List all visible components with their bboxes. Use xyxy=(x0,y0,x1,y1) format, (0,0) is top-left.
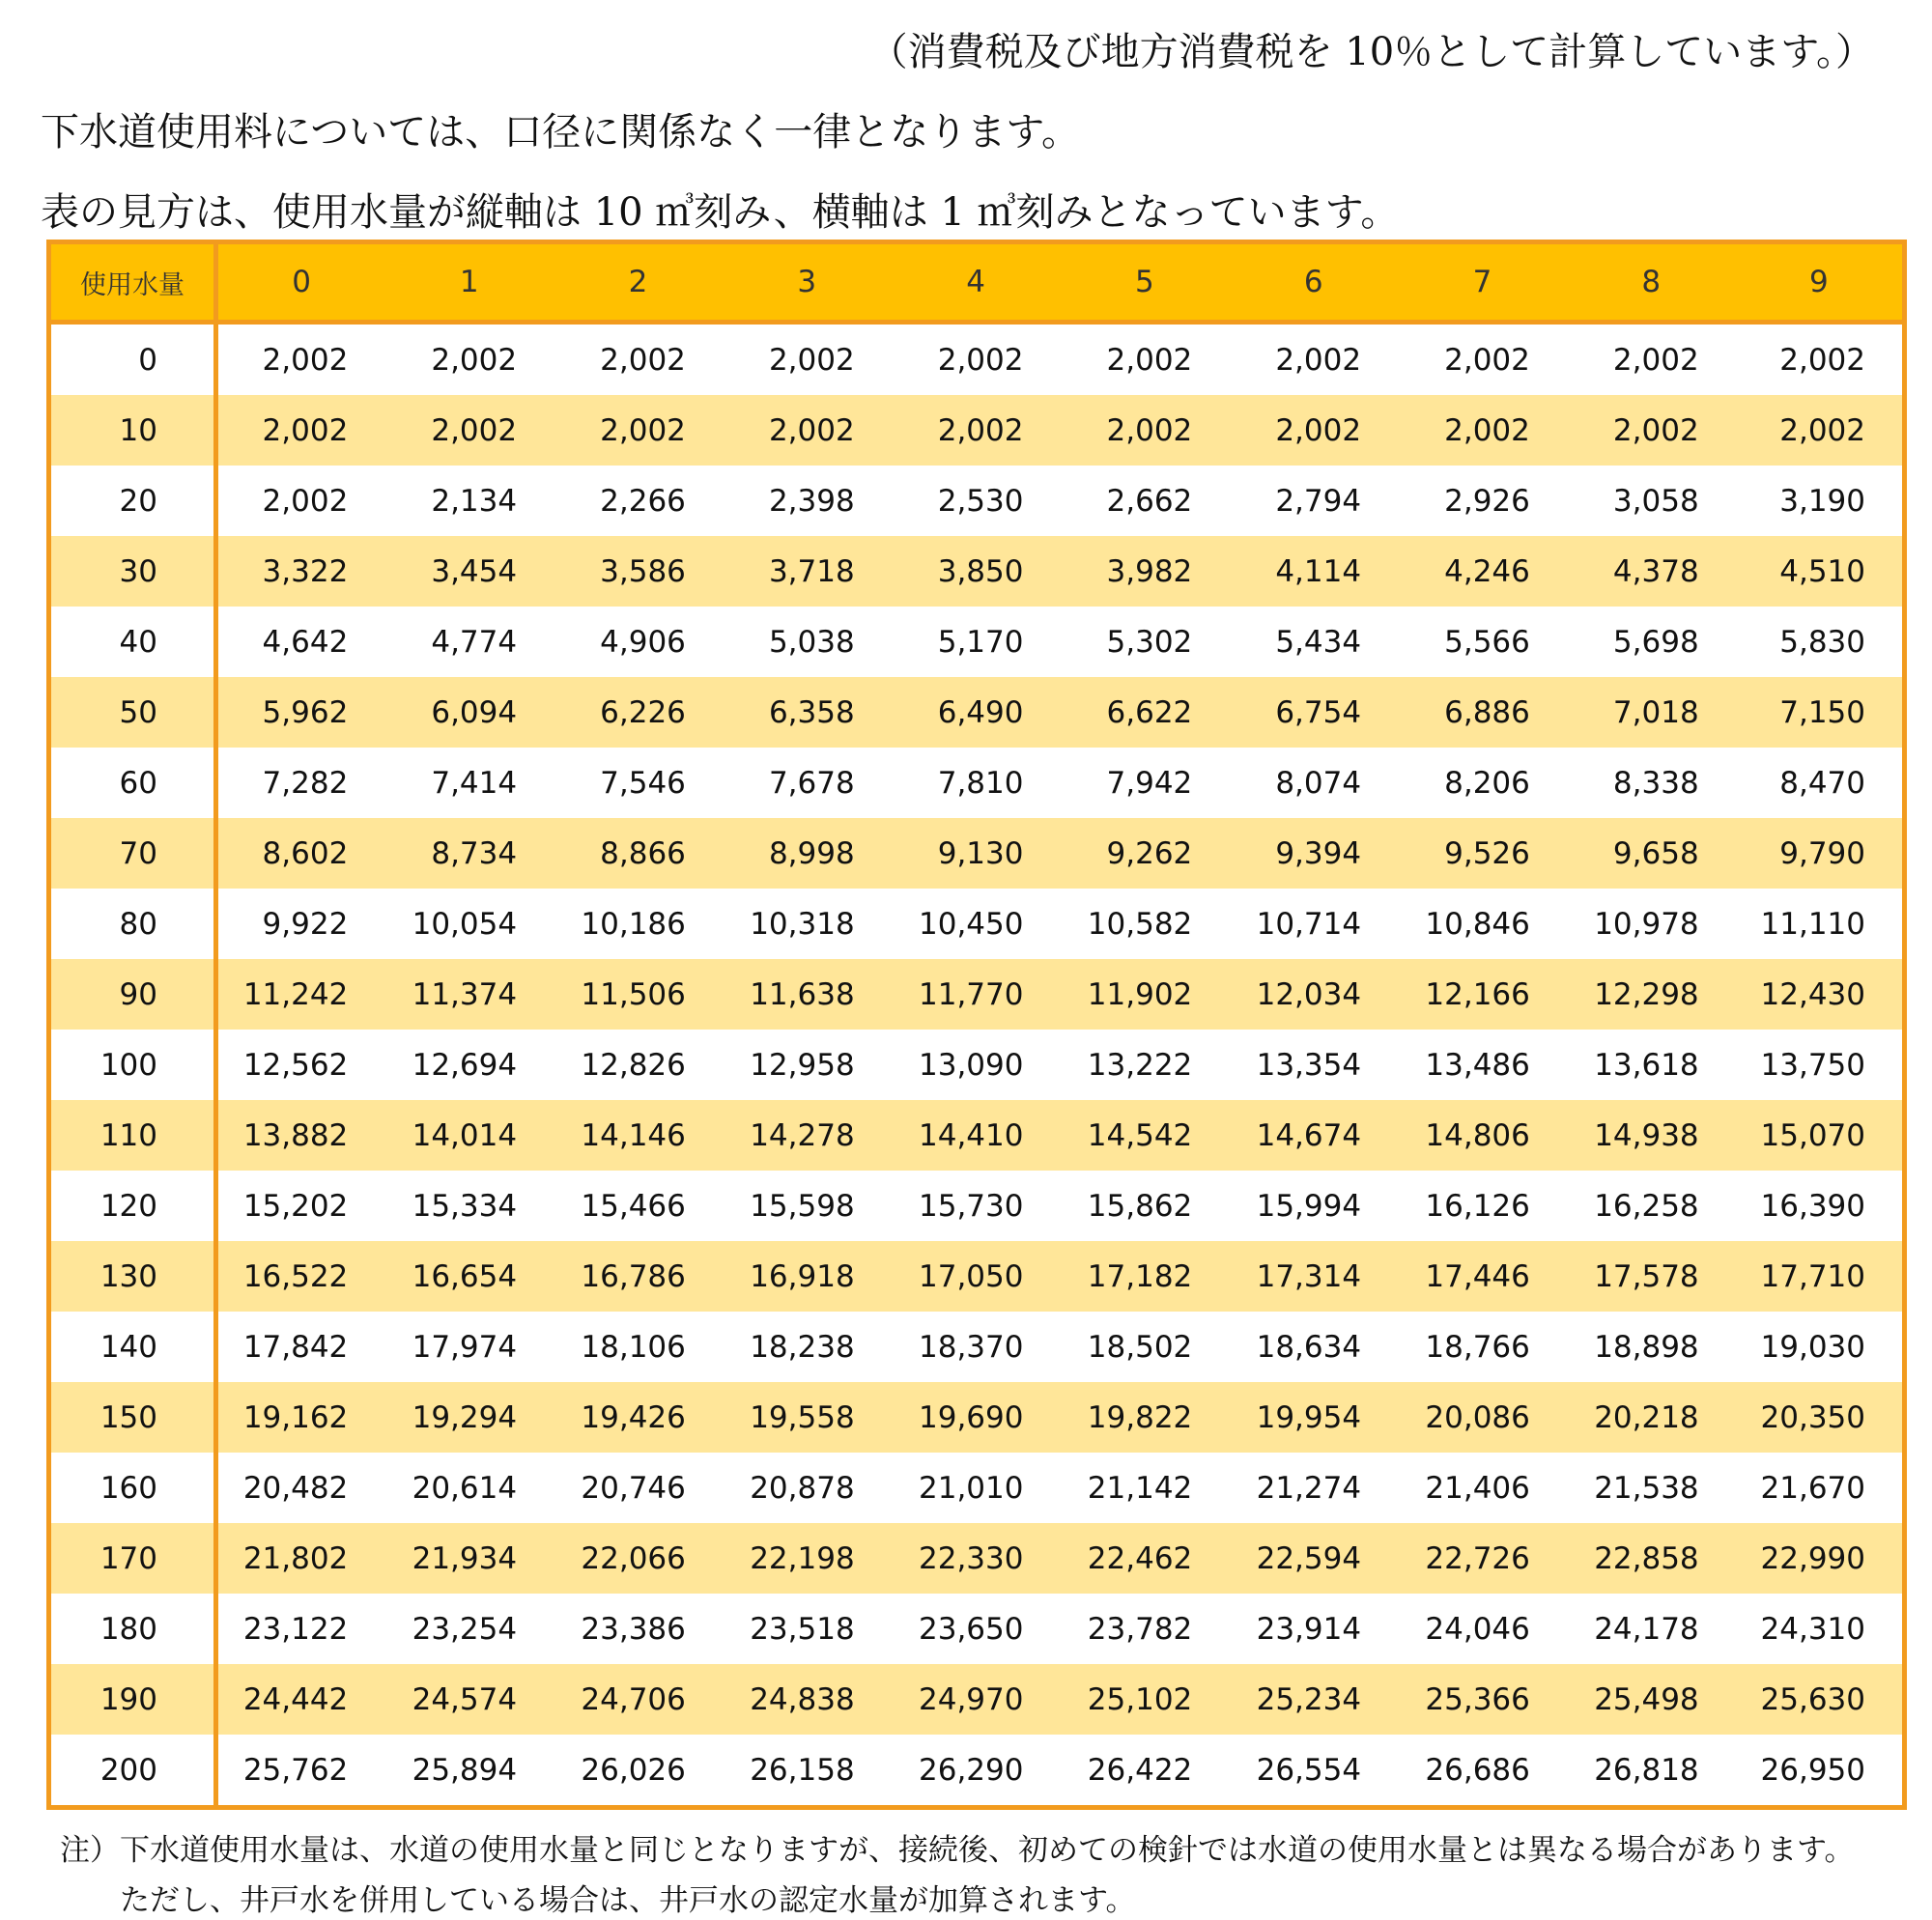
fee-cell: 8,470 xyxy=(1779,765,1865,801)
fee-cell: 17,050 xyxy=(919,1258,1024,1294)
fee-cell: 2,002 xyxy=(1106,342,1193,378)
fee-cell: 14,674 xyxy=(1256,1117,1362,1153)
fee-cell: 24,970 xyxy=(919,1681,1024,1717)
fee-cell: 24,310 xyxy=(1760,1611,1865,1647)
table-row xyxy=(49,1171,1905,1241)
row-label: 40 xyxy=(49,607,216,677)
table-row xyxy=(49,536,1905,607)
table-row xyxy=(49,1241,1905,1312)
fee-cell: 11,374 xyxy=(412,976,518,1012)
row-label: 180 xyxy=(49,1594,216,1664)
fee-cell: 26,422 xyxy=(1087,1752,1193,1788)
row-label: 80 xyxy=(49,889,216,959)
row-label: 20 xyxy=(49,466,216,536)
fee-cell: 7,942 xyxy=(1106,765,1193,801)
fee-cell: 17,842 xyxy=(242,1329,349,1365)
fee-cell: 9,394 xyxy=(1275,835,1362,871)
fee-cell: 3,718 xyxy=(768,553,855,589)
fee-cell: 9,262 xyxy=(1106,835,1193,871)
fee-cell: 16,126 xyxy=(1425,1188,1530,1224)
fee-cell: 9,658 xyxy=(1612,835,1699,871)
col-header: 7 xyxy=(1398,242,1567,323)
fee-cell: 22,594 xyxy=(1256,1540,1362,1576)
fee-cell: 25,102 xyxy=(1087,1681,1193,1717)
table-header-row xyxy=(49,242,1905,323)
row-label: 90 xyxy=(49,959,216,1030)
table-row xyxy=(49,1382,1905,1453)
fee-cell: 21,802 xyxy=(242,1540,349,1576)
fee-cell: 18,106 xyxy=(581,1329,686,1365)
row-label: 120 xyxy=(49,1171,216,1241)
row-label: 10 xyxy=(49,395,216,466)
fee-cell: 18,502 xyxy=(1087,1329,1193,1365)
fee-cell: 15,730 xyxy=(919,1188,1024,1224)
fee-cell: 24,706 xyxy=(581,1681,686,1717)
fee-cell: 15,994 xyxy=(1256,1188,1362,1224)
fee-cell: 12,958 xyxy=(750,1047,855,1083)
row-label: 70 xyxy=(49,818,216,889)
fee-cell: 7,282 xyxy=(262,765,349,801)
fee-cell: 2,002 xyxy=(1444,342,1530,378)
table-row xyxy=(49,607,1905,677)
fee-cell: 10,054 xyxy=(412,906,518,942)
fee-cell: 2,002 xyxy=(1779,412,1865,448)
fee-cell: 2,266 xyxy=(600,483,686,519)
fee-cell: 11,638 xyxy=(750,976,855,1012)
fee-cell: 23,518 xyxy=(750,1611,855,1647)
fee-cell: 15,334 xyxy=(412,1188,518,1224)
fee-cell: 5,830 xyxy=(1779,624,1865,660)
fee-cell: 4,378 xyxy=(1612,553,1699,589)
col-header: 3 xyxy=(723,242,892,323)
row-label: 200 xyxy=(49,1735,216,1808)
fee-cell: 3,454 xyxy=(431,553,518,589)
col-header: 2 xyxy=(554,242,723,323)
fee-cell: 2,398 xyxy=(768,483,855,519)
fee-cell: 18,766 xyxy=(1425,1329,1530,1365)
fee-cell: 18,634 xyxy=(1256,1329,1362,1365)
fee-cell: 20,218 xyxy=(1594,1399,1699,1435)
fee-cell: 5,170 xyxy=(937,624,1024,660)
footnote-line-2: ただし、井戸水を併用している場合は、井戸水の認定水量が加算されます。 xyxy=(120,1883,1136,1918)
fee-cell: 20,878 xyxy=(750,1470,855,1506)
row-label: 50 xyxy=(49,677,216,748)
fee-cell: 6,886 xyxy=(1444,694,1530,730)
fee-cell: 14,542 xyxy=(1087,1117,1193,1153)
fee-cell: 16,522 xyxy=(242,1258,349,1294)
table-row xyxy=(49,1594,1905,1664)
fee-cell: 17,974 xyxy=(412,1329,518,1365)
row-label: 60 xyxy=(49,748,216,818)
fee-cell: 25,762 xyxy=(242,1752,349,1788)
fee-cell: 26,026 xyxy=(581,1752,686,1788)
fee-cell: 17,182 xyxy=(1087,1258,1193,1294)
fee-cell: 21,538 xyxy=(1594,1470,1699,1506)
table-row xyxy=(49,1453,1905,1523)
fee-cell: 26,554 xyxy=(1256,1752,1362,1788)
fee-cell: 25,498 xyxy=(1594,1681,1699,1717)
fee-cell: 3,982 xyxy=(1106,553,1193,589)
fee-cell: 2,002 xyxy=(768,342,855,378)
fee-cell: 7,810 xyxy=(937,765,1024,801)
fee-cell: 13,618 xyxy=(1594,1047,1699,1083)
table-row xyxy=(49,1664,1905,1735)
fee-cell: 14,806 xyxy=(1425,1117,1530,1153)
fee-cell: 12,166 xyxy=(1425,976,1530,1012)
fee-cell: 12,298 xyxy=(1594,976,1699,1012)
fee-cell: 17,578 xyxy=(1594,1258,1699,1294)
fee-cell: 4,510 xyxy=(1779,553,1865,589)
table-row xyxy=(49,395,1905,466)
fee-cell: 24,574 xyxy=(412,1681,518,1717)
fee-cell: 20,482 xyxy=(242,1470,349,1506)
fee-cell: 22,198 xyxy=(750,1540,855,1576)
fee-cell: 11,902 xyxy=(1087,976,1193,1012)
fee-cell: 14,014 xyxy=(412,1117,518,1153)
fee-cell: 2,002 xyxy=(1612,412,1699,448)
fee-cell: 15,466 xyxy=(581,1188,686,1224)
fee-cell: 11,110 xyxy=(1760,906,1865,942)
fee-cell: 5,698 xyxy=(1612,624,1699,660)
fee-cell: 24,838 xyxy=(750,1681,855,1717)
row-label: 140 xyxy=(49,1312,216,1382)
table-row xyxy=(49,1100,1905,1171)
fee-cell: 3,322 xyxy=(262,553,349,589)
fee-cell: 25,894 xyxy=(412,1752,518,1788)
fee-cell: 16,786 xyxy=(581,1258,686,1294)
table-row xyxy=(49,323,1905,396)
fee-cell: 26,290 xyxy=(919,1752,1024,1788)
fee-cell: 2,002 xyxy=(1779,342,1865,378)
fee-cell: 12,826 xyxy=(581,1047,686,1083)
fee-cell: 18,898 xyxy=(1594,1329,1699,1365)
fee-cell: 13,222 xyxy=(1087,1047,1193,1083)
fee-cell: 19,690 xyxy=(919,1399,1024,1435)
fee-cell: 21,934 xyxy=(412,1540,518,1576)
fee-cell: 14,278 xyxy=(750,1117,855,1153)
fee-cell: 10,582 xyxy=(1087,906,1193,942)
fee-cell: 9,130 xyxy=(937,835,1024,871)
fee-cell: 13,354 xyxy=(1256,1047,1362,1083)
fee-cell: 22,726 xyxy=(1425,1540,1530,1576)
fee-cell: 17,314 xyxy=(1256,1258,1362,1294)
fee-cell: 2,002 xyxy=(937,412,1024,448)
fee-cell: 5,962 xyxy=(262,694,349,730)
fee-cell: 24,046 xyxy=(1425,1611,1530,1647)
fee-cell: 2,794 xyxy=(1275,483,1362,519)
table-row xyxy=(49,466,1905,536)
fee-cell: 8,338 xyxy=(1612,765,1699,801)
fee-cell: 4,774 xyxy=(431,624,518,660)
fee-cell: 22,858 xyxy=(1594,1540,1699,1576)
fee-cell: 17,446 xyxy=(1425,1258,1530,1294)
fee-cell: 21,274 xyxy=(1256,1470,1362,1506)
fee-cell: 9,526 xyxy=(1444,835,1530,871)
fee-cell: 25,234 xyxy=(1256,1681,1362,1717)
row-label: 0 xyxy=(49,323,216,396)
fee-cell: 5,434 xyxy=(1275,624,1362,660)
fee-cell: 19,558 xyxy=(750,1399,855,1435)
fee-cell: 22,990 xyxy=(1760,1540,1865,1576)
fee-cell: 8,734 xyxy=(431,835,518,871)
fee-cell: 2,002 xyxy=(1444,412,1530,448)
fee-cell: 26,686 xyxy=(1425,1752,1530,1788)
table-row xyxy=(49,1030,1905,1100)
fee-cell: 4,114 xyxy=(1275,553,1362,589)
table-row xyxy=(49,748,1905,818)
fee-cell: 16,390 xyxy=(1760,1188,1865,1224)
fee-cell: 18,370 xyxy=(919,1329,1024,1365)
fee-cell: 19,822 xyxy=(1087,1399,1193,1435)
fee-cell: 15,598 xyxy=(750,1188,855,1224)
fee-cell: 26,950 xyxy=(1760,1752,1865,1788)
intro-line-2: 表の見方は、使用水量が縦軸は 10 ㎥刻み、横軸は 1 ㎥刻みとなっています。 xyxy=(41,190,1400,235)
fee-cell: 17,710 xyxy=(1760,1258,1865,1294)
fee-cell: 2,662 xyxy=(1106,483,1193,519)
fee-cell: 2,926 xyxy=(1444,483,1530,519)
table-row xyxy=(49,889,1905,959)
fee-cell: 26,158 xyxy=(750,1752,855,1788)
fee-cell: 10,846 xyxy=(1425,906,1530,942)
fee-cell: 7,546 xyxy=(600,765,686,801)
fee-cell: 7,018 xyxy=(1612,694,1699,730)
fee-cell: 2,002 xyxy=(937,342,1024,378)
fee-cell: 2,002 xyxy=(768,412,855,448)
fee-cell: 20,350 xyxy=(1760,1399,1865,1435)
fee-cell: 2,002 xyxy=(262,412,349,448)
footnote-line-1: 注）下水道使用水量は、水道の使用水量と同じとなりますが、接続後、初めての検針では水道の使用水量とは異なる場合があります。 xyxy=(60,1833,1855,1868)
fee-cell: 2,002 xyxy=(600,412,686,448)
fee-cell: 2,002 xyxy=(431,412,518,448)
fee-cell: 2,002 xyxy=(262,342,349,378)
row-label: 150 xyxy=(49,1382,216,1453)
fee-cell: 12,562 xyxy=(242,1047,349,1083)
fee-cell: 19,162 xyxy=(242,1399,349,1435)
table-row xyxy=(49,1312,1905,1382)
fee-cell: 24,178 xyxy=(1594,1611,1699,1647)
row-label: 110 xyxy=(49,1100,216,1171)
fee-cell: 9,922 xyxy=(262,906,349,942)
fee-cell: 6,490 xyxy=(937,694,1024,730)
fee-cell: 6,358 xyxy=(768,694,855,730)
fee-cell: 3,190 xyxy=(1779,483,1865,519)
col-header: 8 xyxy=(1567,242,1736,323)
row-label: 190 xyxy=(49,1664,216,1735)
fee-cell: 8,866 xyxy=(600,835,686,871)
fee-cell: 22,462 xyxy=(1087,1540,1193,1576)
fee-cell: 4,642 xyxy=(262,624,349,660)
fee-cell: 6,754 xyxy=(1275,694,1362,730)
fee-cell: 5,038 xyxy=(768,624,855,660)
fee-cell: 23,254 xyxy=(412,1611,518,1647)
fee-cell: 10,186 xyxy=(581,906,686,942)
fee-cell: 7,678 xyxy=(768,765,855,801)
fee-cell: 14,938 xyxy=(1594,1117,1699,1153)
table-row xyxy=(49,677,1905,748)
fee-cell: 23,914 xyxy=(1256,1611,1362,1647)
fee-cell: 14,146 xyxy=(581,1117,686,1153)
intro-line-1: 下水道使用料については、口径に関係なく一律となります。 xyxy=(41,110,1080,155)
fee-cell: 22,066 xyxy=(581,1540,686,1576)
table-body xyxy=(49,323,1905,1808)
row-label: 130 xyxy=(49,1241,216,1312)
fee-cell: 19,954 xyxy=(1256,1399,1362,1435)
fee-cell: 13,882 xyxy=(242,1117,349,1153)
corner-label: 使用水量 xyxy=(49,242,216,323)
fee-cell: 12,694 xyxy=(412,1047,518,1083)
fee-cell: 25,630 xyxy=(1760,1681,1865,1717)
fee-cell: 13,750 xyxy=(1760,1047,1865,1083)
fee-cell: 5,302 xyxy=(1106,624,1193,660)
row-label: 160 xyxy=(49,1453,216,1523)
fee-cell: 6,094 xyxy=(431,694,518,730)
fee-cell: 3,058 xyxy=(1612,483,1699,519)
fee-cell: 14,410 xyxy=(919,1117,1024,1153)
fee-cell: 24,442 xyxy=(242,1681,349,1717)
fee-cell: 2,002 xyxy=(1275,412,1362,448)
fee-cell: 10,450 xyxy=(919,906,1024,942)
row-label: 100 xyxy=(49,1030,216,1100)
fee-cell: 12,034 xyxy=(1256,976,1362,1012)
fee-cell: 11,242 xyxy=(242,976,349,1012)
fee-cell: 6,622 xyxy=(1106,694,1193,730)
fee-cell: 3,850 xyxy=(937,553,1024,589)
tax-note: （消費税及び地方消費税を 10％として計算しています。） xyxy=(868,30,1874,74)
fee-cell: 9,790 xyxy=(1779,835,1865,871)
fee-cell: 15,862 xyxy=(1087,1188,1193,1224)
fee-cell: 20,086 xyxy=(1425,1399,1530,1435)
table-row xyxy=(49,959,1905,1030)
fee-cell: 2,530 xyxy=(937,483,1024,519)
fee-cell: 16,918 xyxy=(750,1258,855,1294)
fee-cell: 23,782 xyxy=(1087,1611,1193,1647)
fee-cell: 25,366 xyxy=(1425,1681,1530,1717)
fee-cell: 10,318 xyxy=(750,906,855,942)
fee-cell: 8,074 xyxy=(1275,765,1362,801)
fee-cell: 23,650 xyxy=(919,1611,1024,1647)
fee-cell: 20,746 xyxy=(581,1470,686,1506)
fee-cell: 26,818 xyxy=(1594,1752,1699,1788)
fee-cell: 2,002 xyxy=(431,342,518,378)
col-header: 9 xyxy=(1736,242,1905,323)
fee-cell: 21,670 xyxy=(1760,1470,1865,1506)
fee-cell: 7,150 xyxy=(1779,694,1865,730)
fee-cell: 6,226 xyxy=(600,694,686,730)
fee-cell: 20,614 xyxy=(412,1470,518,1506)
fee-cell: 13,090 xyxy=(919,1047,1024,1083)
fee-cell: 21,142 xyxy=(1087,1470,1193,1506)
table-row xyxy=(49,1523,1905,1594)
fee-cell: 2,002 xyxy=(1612,342,1699,378)
fee-cell: 4,246 xyxy=(1444,553,1530,589)
fee-cell: 12,430 xyxy=(1760,976,1865,1012)
table-row xyxy=(49,818,1905,889)
fee-cell: 8,602 xyxy=(262,835,349,871)
sewer-fee-table xyxy=(46,240,1907,1810)
fee-cell: 2,134 xyxy=(431,483,518,519)
fee-cell: 19,294 xyxy=(412,1399,518,1435)
col-header: 1 xyxy=(384,242,554,323)
fee-cell: 15,070 xyxy=(1760,1117,1865,1153)
row-label: 170 xyxy=(49,1523,216,1594)
fee-cell: 2,002 xyxy=(1106,412,1193,448)
fee-cell: 7,414 xyxy=(431,765,518,801)
fee-cell: 2,002 xyxy=(1275,342,1362,378)
fee-cell: 2,002 xyxy=(262,483,349,519)
fee-cell: 10,714 xyxy=(1256,906,1362,942)
fee-cell: 13,486 xyxy=(1425,1047,1530,1083)
fee-cell: 11,506 xyxy=(581,976,686,1012)
table-row xyxy=(49,1735,1905,1808)
fee-cell: 5,566 xyxy=(1444,624,1530,660)
fee-cell: 19,426 xyxy=(581,1399,686,1435)
fee-cell: 3,586 xyxy=(600,553,686,589)
fee-cell: 16,654 xyxy=(412,1258,518,1294)
fee-cell: 22,330 xyxy=(919,1540,1024,1576)
row-label: 30 xyxy=(49,536,216,607)
fee-cell: 21,406 xyxy=(1425,1470,1530,1506)
fee-cell: 10,978 xyxy=(1594,906,1699,942)
fee-cell: 19,030 xyxy=(1760,1329,1865,1365)
fee-cell: 15,202 xyxy=(242,1188,349,1224)
col-header: 5 xyxy=(1060,242,1229,323)
fee-cell: 8,206 xyxy=(1444,765,1530,801)
fee-cell: 2,002 xyxy=(600,342,686,378)
fee-cell: 16,258 xyxy=(1594,1188,1699,1224)
fee-cell: 21,010 xyxy=(919,1470,1024,1506)
fee-cell: 18,238 xyxy=(750,1329,855,1365)
fee-cell: 23,386 xyxy=(581,1611,686,1647)
col-header: 6 xyxy=(1229,242,1398,323)
fee-cell: 8,998 xyxy=(768,835,855,871)
fee-cell: 4,906 xyxy=(600,624,686,660)
col-header: 0 xyxy=(216,242,385,323)
col-header: 4 xyxy=(892,242,1061,323)
fee-cell: 23,122 xyxy=(242,1611,349,1647)
fee-cell: 11,770 xyxy=(919,976,1024,1012)
